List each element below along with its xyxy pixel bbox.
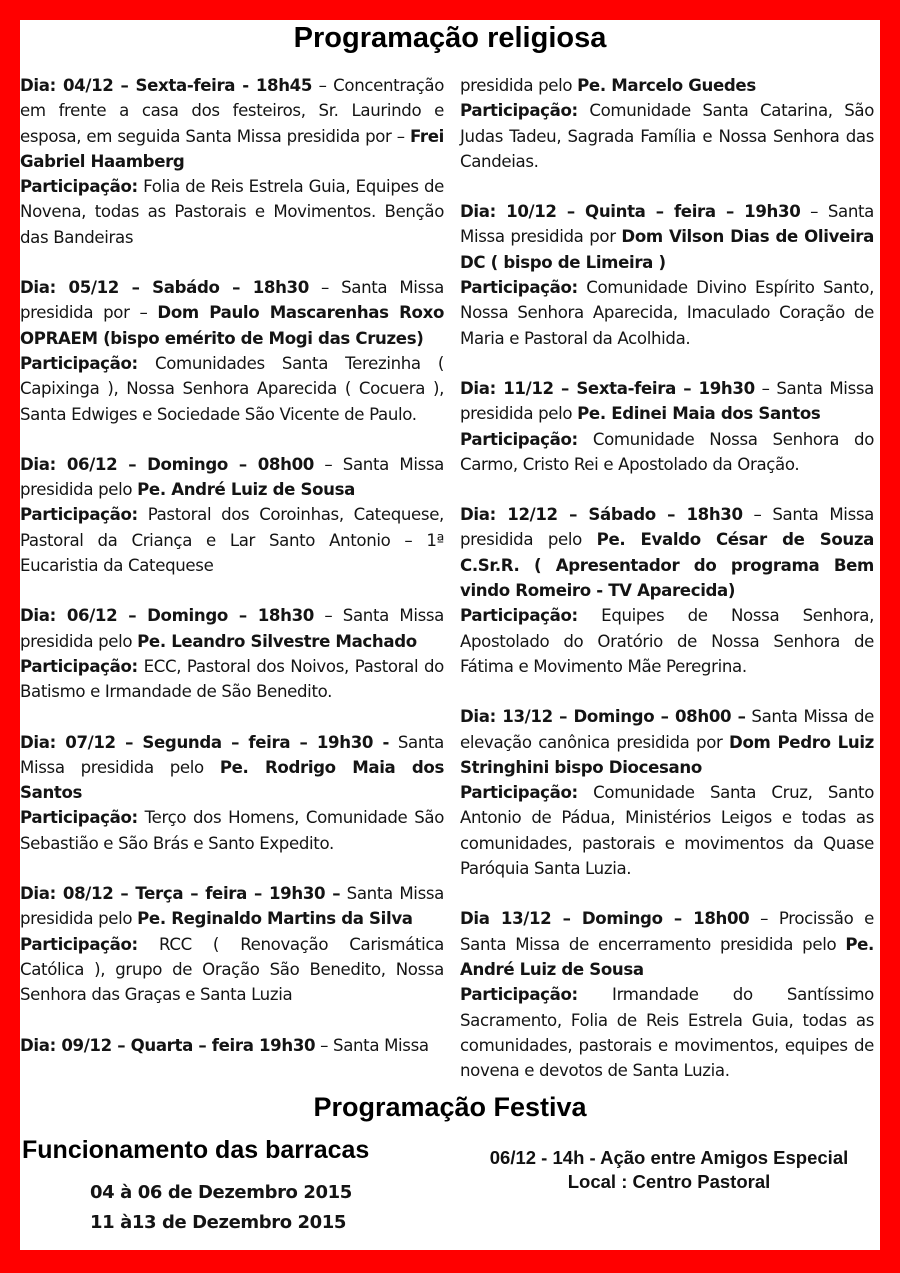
entry-text: – Santa Missa bbox=[315, 1035, 429, 1055]
participation-text: Terço dos Homens, Comunidade São Sebastião e São Brás e Santo Expedito. bbox=[20, 808, 444, 853]
participation-label: Participação: bbox=[460, 783, 578, 803]
schedule-entry-split-start bbox=[20, 1033, 444, 1058]
left-column bbox=[20, 73, 444, 1083]
entry-date: Dia: 06/12 – Domingo – 08h00 bbox=[20, 454, 314, 474]
page-title: Programação religiosa bbox=[293, 22, 607, 54]
entry-celebrant: Pe. André Luiz de Sousa bbox=[460, 934, 874, 979]
entry-date: Dia: 06/12 – Domingo – 18h30 bbox=[20, 606, 314, 626]
special-event-line: 06/12 - 14h - Ação entre Amigos Especial bbox=[489, 1147, 849, 1168]
entry-celebrant: Pe. Reginaldo Martins da Silva bbox=[137, 909, 413, 929]
entry-text: – Concentração em frente a casa dos festeiros, Sr. Laurindo e esposa, em seguida Santa Missa presidida por – bbox=[20, 76, 444, 146]
participation-label: Participação: bbox=[20, 353, 138, 373]
schedule-entry bbox=[460, 906, 874, 1083]
participation-text: Irmandade do Santíssimo Sacramento, Folia de Reis Estrela Guia, todas as comunidades, pastorais e movimentos, equipes de novena e devotos de Santa Luzia. bbox=[460, 985, 874, 1081]
participation-label: Participação: bbox=[460, 429, 578, 449]
entry-text: – Santa Missa presidida por bbox=[460, 202, 874, 247]
entry-date: Dia 13/12 – Domingo – 18h00 bbox=[460, 909, 750, 929]
entry-celebrant: Pe. Evaldo César de Souza C.Sr.R. ( Apresentador do programa Bem vindo Romeiro - TV Aparecida) bbox=[460, 530, 874, 601]
entry-date: Dia: 09/12 – Quarta – feira 19h30 bbox=[20, 1035, 316, 1055]
entry-text: – Santa Missa presidida pelo bbox=[20, 454, 444, 500]
entry-date: Dia: 08/12 – Terça – feira – 19h30 – bbox=[20, 884, 341, 904]
entry-celebrant: Dom Pedro Luiz Stringhini bispo Diocesano bbox=[460, 732, 874, 777]
schedule-entry-split-continuation bbox=[460, 73, 874, 174]
entry-celebrant: Dom Paulo Mascarenhas Roxo OPRAEM (bispo emérito de Mogi das Cruzes) bbox=[20, 303, 444, 348]
schedule-entry bbox=[20, 881, 444, 1007]
entry-date: Dia: 05/12 – Sabádo – 18h30 bbox=[20, 278, 309, 298]
participation-text: Comunidade Santa Cruz, Santo Antonio de Pádua, Ministérios Leigos e todas as comunidades, pastorais e movimentos da Quase Paróquia Santa Luzia. bbox=[460, 783, 874, 879]
entry-date: Dia: 13/12 – Domingo – 08h00 – bbox=[460, 707, 746, 727]
entry-text: – Procissão e Santa Missa de encerramento presidida pelo bbox=[460, 909, 874, 954]
entry-text: Santa Missa de elevação canônica presidida por bbox=[460, 707, 874, 752]
participation-label: Participação: bbox=[460, 278, 578, 298]
entry-celebrant: Pe. Leandro Silvestre Machado bbox=[137, 631, 417, 651]
entry-date: Dia: 10/12 – Quinta – feira – 19h30 bbox=[460, 202, 801, 222]
schedule-entry bbox=[20, 730, 444, 856]
entry-text: presidida pelo bbox=[460, 76, 578, 95]
entry-text: Santa Missa presidida pelo bbox=[20, 732, 444, 777]
participation-text: ECC, Pastoral dos Noivos, Pastoral do Batismo e Irmandade de São Benedito. bbox=[20, 656, 444, 702]
schedule-entry bbox=[20, 275, 444, 427]
participation-text: Equipes de Nossa Senhora, Apostolado do Oratório de Nossa Senhora de Fátima e Movimento Mãe Peregrina. bbox=[460, 606, 874, 676]
entry-date: Dia: 12/12 – Sábado – 18h30 bbox=[460, 505, 743, 525]
entry-celebrant: Pe. Edinei Maia dos Santos bbox=[577, 404, 821, 424]
entry-date: Dia: 04/12 – Sexta-feira - 18h45 bbox=[20, 76, 313, 95]
participation-label: Participação: bbox=[20, 505, 138, 525]
participation-label: Participação: bbox=[20, 656, 138, 676]
right-column bbox=[460, 73, 874, 1108]
festive-program-title: Programação Festiva bbox=[313, 1092, 587, 1122]
participation-label: Participação: bbox=[460, 985, 578, 1005]
schedule-entry bbox=[20, 452, 444, 578]
participation-text: Comunidade Divino Espírito Santo, Nossa Senhora Aparecida, Imaculado Coração de Maria e Pastoral da Acolhida. bbox=[460, 278, 874, 348]
participation-text: Folia de Reis Estrela Guia, Equipes de Novena, todas as Pastorais e Movimentos. Benção das Bandeiras bbox=[20, 177, 444, 247]
program-sheet bbox=[20, 20, 880, 1250]
schedule-entry bbox=[460, 199, 874, 351]
participation-text: Pastoral dos Coroinhas, Catequese, Pastoral da Criança e Lar Santo Antonio – 1ª Eucaristia da Catequese bbox=[20, 505, 444, 576]
participation-label: Participação: bbox=[20, 808, 138, 828]
stalls-date-2: 11 à13 de Dezembro 2015 bbox=[90, 1212, 347, 1233]
participation-text: RCC ( Renovação Carismática Católica ), grupo de Oração São Benedito, Nossa Senhora das Graças e Santa Luzia bbox=[20, 934, 444, 1005]
entry-text: – Santa Missa presidida pelo bbox=[460, 505, 874, 550]
schedule-entry bbox=[460, 704, 874, 881]
entry-date: Dia: 11/12 – Sexta-feira – 19h30 bbox=[460, 378, 755, 398]
entry-text: – Santa Missa presidida pelo bbox=[20, 606, 444, 651]
entry-celebrant: Pe. André Luiz de Sousa bbox=[137, 480, 355, 500]
participation-text: Comunidade Nossa Senhora do Carmo, Cristo Rei e Apostolado da Oração. bbox=[460, 429, 874, 474]
participation-label: Participação: bbox=[460, 606, 578, 626]
entry-text: – Santa Missa presidida por – bbox=[20, 278, 444, 323]
entry-celebrant: Dom Vilson Dias de Oliveira DC ( bispo de Limeira ) bbox=[460, 227, 874, 272]
stalls-title: Funcionamento das barracas bbox=[22, 1136, 370, 1164]
participation-text: Comunidades Santa Terezinha ( Capixinga ), Nossa Senhora Aparecida ( Cocuera ), Santa Edwiges e Sociedade São Vicente de Paulo. bbox=[20, 353, 444, 424]
schedule-entry bbox=[20, 73, 444, 250]
entry-celebrant: Pe. Marcelo Guedes bbox=[577, 76, 756, 95]
schedule-entry bbox=[460, 376, 874, 477]
entry-date: Dia: 07/12 – Segunda – feira – 19h30 - bbox=[20, 732, 389, 752]
stalls-date-1: 04 à 06 de Dezembro 2015 bbox=[90, 1182, 352, 1203]
special-event-location: Local : Centro Pastoral bbox=[567, 1171, 771, 1192]
participation-label: Participação: bbox=[20, 934, 138, 954]
entry-text: – Santa Missa presidida pelo bbox=[460, 378, 874, 424]
special-event bbox=[460, 1146, 878, 1194]
entry-celebrant: Frei Gabriel Haamberg bbox=[20, 126, 444, 171]
participation-label: Participação: bbox=[20, 177, 138, 197]
schedule-entry bbox=[460, 502, 874, 679]
participation-text: Comunidade Santa Catarina, São Judas Tadeu, Sagrada Família e Nossa Senhora das Candeias. bbox=[460, 101, 874, 171]
entry-celebrant: Pe. Rodrigo Maia dos Santos bbox=[20, 757, 444, 803]
schedule-entry bbox=[20, 603, 444, 704]
participation-label: Participação: bbox=[460, 101, 578, 121]
entry-text: Santa Missa presidida pelo bbox=[20, 884, 444, 929]
